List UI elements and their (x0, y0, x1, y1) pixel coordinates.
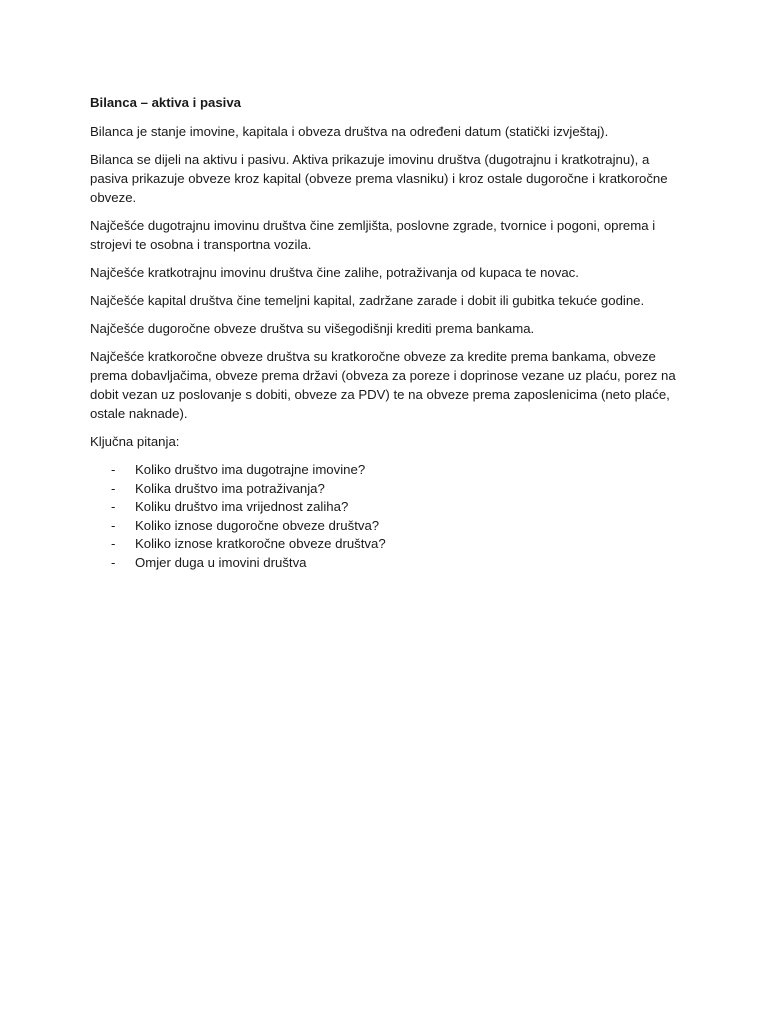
list-item (90, 461, 690, 480)
bullet-dash: - (111, 462, 116, 477)
paragraph-kapital: Najčešće kapital društva čine temeljni kapital, zadržane zarade i dobit ili gubitka tekuće godine. (90, 293, 645, 308)
paragraph-kratkotrajna-imovina: Najčešće kratkotrajnu imovinu društva čine zalihe, potraživanja od kupaca te novac. (90, 265, 579, 280)
list-item (90, 517, 690, 536)
bullet-dash: - (111, 480, 116, 496)
bullet-dash: - (111, 499, 116, 514)
list-item (90, 480, 690, 499)
list-item (90, 498, 690, 517)
bullet-dash: - (111, 517, 116, 533)
bullet-dash: - (111, 536, 116, 551)
question-text: Koliku društvo ima vrijednost zaliha? (135, 499, 349, 514)
paragraph-dugotrajna-imovina: Najčešće dugotrajnu imovinu društva čine zemljišta, poslovne zgrade, tvornice i pogoni, oprema i strojevi te osobna i transportna vozila. (90, 218, 656, 252)
list-item (90, 535, 690, 554)
question-text: Omjer duga u imovini društva (135, 554, 307, 570)
question-text: Kolika društvo ima potraživanja? (135, 480, 325, 496)
paragraph-kratkorocne-obveze: Najčešće kratkoročne obveze društva su kratkoročne obveze za kredite prema bankama, obveze prema dobavljačima, obveze prema državi (obveza za poreze i doprinose vezane uz plaću, porez na dobit vezan uz poslovanje s dobiti, obveze za PDV) te na obveze prema zaposlenicima (neto plaće, ostale naknade). (90, 349, 676, 421)
paragraph-definition: Bilanca je stanje imovine, kapitala i obveza društva na određeni datum (statički izvještaj). (90, 124, 609, 139)
paragraph-kljucna-pitanja-heading: Ključna pitanja: (90, 434, 180, 449)
bullet-dash: - (111, 554, 116, 570)
question-text: Koliko iznose dugoročne obveze društva? (135, 517, 380, 533)
list-item (90, 554, 690, 573)
questions-list (90, 461, 690, 572)
question-text: Koliko društvo ima dugotrajne imovine? (135, 462, 366, 477)
document-title: Bilanca – aktiva i pasiva (90, 95, 242, 110)
paragraph-dugorocne-obveze: Najčešće dugoročne obveze društva su višegodišnji krediti prema bankama. (90, 321, 535, 336)
paragraph-aktiva-pasiva: Bilanca se dijeli na aktivu i pasivu. Aktiva prikazuje imovinu društva (dugotrajnu i kratkotrajnu), a pasiva prikazuje obveze kroz kapital (obveze prema vlasniku) i kroz ostale dugoročne i kratkoročne obveze. (90, 152, 668, 205)
question-text: Koliko iznose kratkoročne obveze društva? (135, 536, 386, 551)
document-page (90, 93, 690, 572)
